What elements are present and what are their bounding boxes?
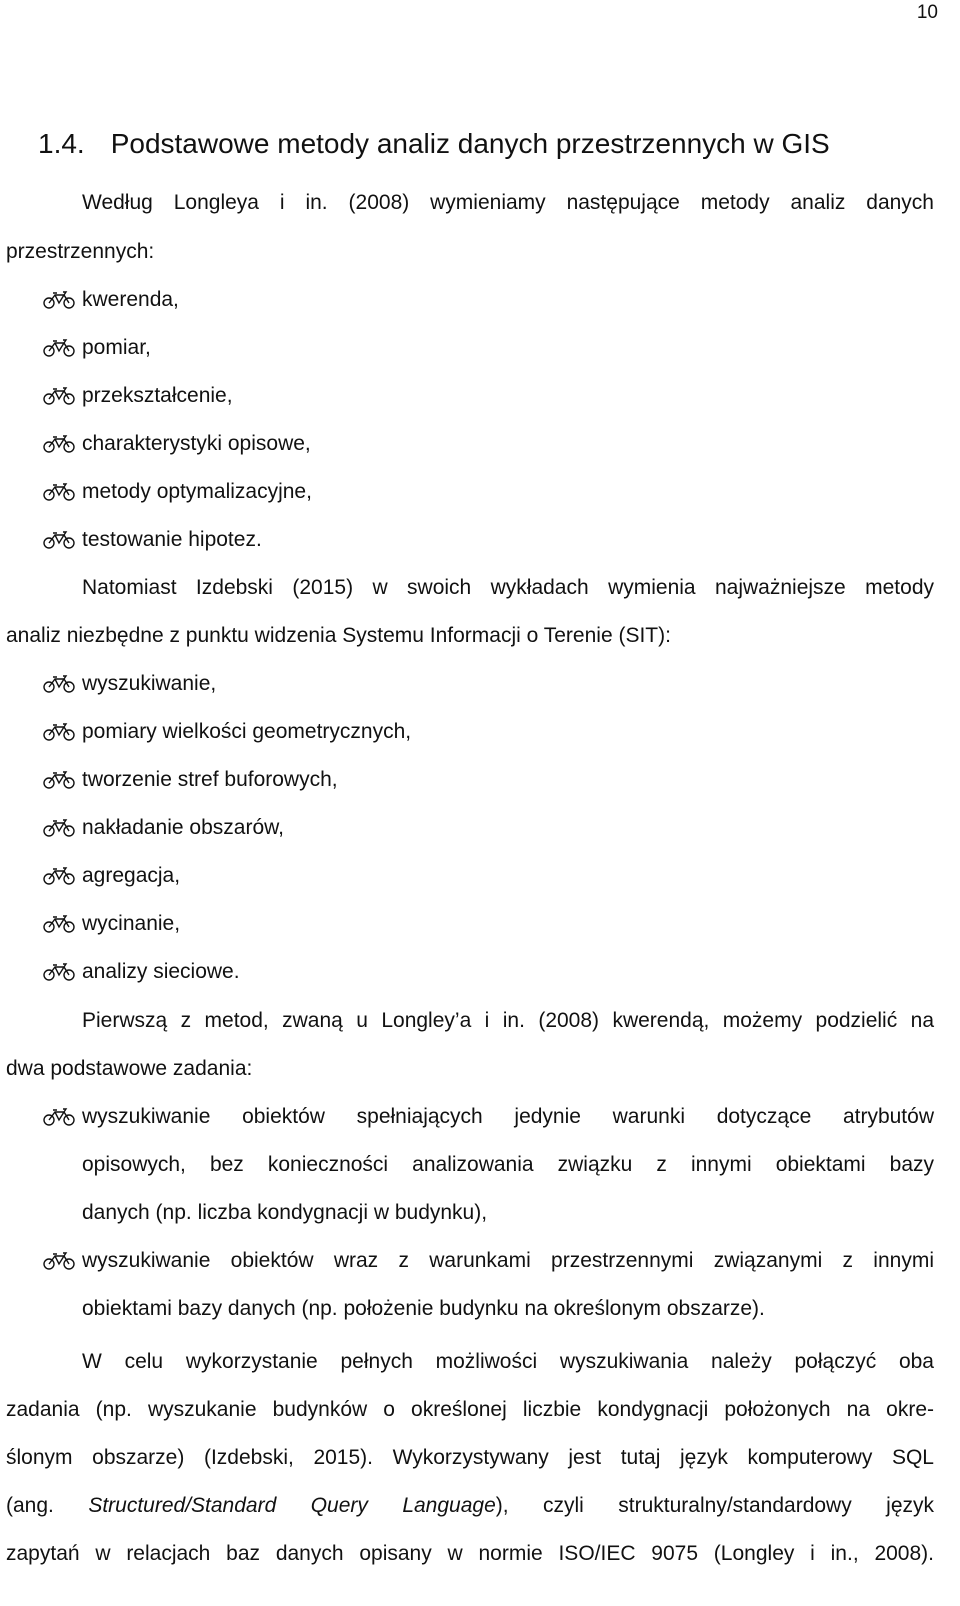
paragraph-line: Pierwszą z metod, zwaną u Longley’a i in. (2008) kwerendą, możemy podzielić na (82, 1009, 934, 1032)
bicycle-icon (42, 483, 76, 501)
bicycle-icon (42, 387, 76, 405)
paragraph-line: zadania (np. wyszukanie budynków o określonej liczbie kondygnacji położonych na okre- (6, 1398, 934, 1421)
list-item-label: pomiar, (82, 336, 151, 359)
list-item-label: nakładanie obszarów, (82, 816, 284, 839)
paragraph-line: przestrzennych: (6, 240, 155, 263)
list-item-label: metody optymalizacyjne, (82, 480, 312, 503)
list-item (42, 670, 216, 698)
bicycle-icon (42, 723, 76, 741)
emphasized-term: Structured/Standard Query Language (88, 1494, 496, 1517)
list-item-label: kwerenda, (82, 288, 179, 311)
list-item (42, 1103, 934, 1131)
paragraph-line: dwa podstawowe zadania: (6, 1057, 253, 1080)
bicycle-icon (42, 531, 76, 549)
bicycle-icon (42, 339, 76, 357)
paragraph-line: zapytań w relacjach baz danych opisany w normie ISO/IEC 9075 (Longley i in., 2008). (6, 1542, 934, 1565)
text-run: (ang. (6, 1494, 89, 1517)
list-item-label: analizy sieciowe. (82, 960, 240, 983)
bicycle-icon (42, 1252, 76, 1270)
text-run: ), czyli strukturalny/standardowy język (495, 1494, 935, 1517)
list-item-label: wyszukiwanie obiektów wraz z warunkami przestrzennymi związanymi z innymi (82, 1249, 934, 1272)
list-item-label: wyszukiwanie, (82, 672, 217, 695)
bicycle-icon (42, 435, 76, 453)
paragraph-line (6, 1492, 934, 1520)
list-item-label: charakterystyki opisowe, (82, 432, 311, 455)
list-item (42, 862, 180, 890)
list-item-continuation: opisowych, bez konieczności analizowania związku z innymi obiektami bazy (82, 1153, 934, 1176)
paragraph-line: W celu wykorzystanie pełnych możliwości wyszukiwania należy połączyć oba (82, 1350, 934, 1373)
page-number: 10 (916, 2, 938, 23)
paragraph-line: Natomiast Izdebski (2015) w swoich wykładach wymienia najważniejsze metody (82, 576, 934, 599)
bicycle-icon (42, 867, 76, 885)
paragraph-line: Według Longleya i in. (2008) wymieniamy następujące metody analiz danych (82, 191, 934, 214)
list-item (42, 718, 411, 746)
list-item-label: wycinanie, (82, 912, 181, 935)
list-item (42, 526, 262, 554)
list-item-label: agregacja, (82, 864, 181, 887)
bicycle-icon (42, 291, 76, 309)
section-title: Podstawowe metody analiz danych przestrzennych w GIS (110, 128, 830, 159)
list-item-label: tworzenie stref buforowych, (82, 768, 338, 791)
list-item (42, 1247, 934, 1275)
section-number: 1.4. (38, 128, 85, 159)
list-item (42, 958, 240, 986)
list-item (42, 430, 311, 458)
bicycle-icon (42, 819, 76, 837)
list-item-label: pomiary wielkości geometrycznych, (82, 720, 412, 743)
list-item (42, 334, 151, 362)
list-item (42, 814, 284, 842)
bicycle-icon (42, 675, 76, 693)
list-item-continuation: obiektami bazy danych (np. położenie budynku na określonym obszarze). (82, 1297, 765, 1320)
paragraph-line: ślonym obszarze) (Izdebski, 2015). Wykorzystywany jest tutaj język komputerowy SQL (6, 1446, 934, 1469)
list-item (42, 286, 179, 314)
list-item-label: przekształcenie, (82, 384, 233, 407)
list-item (42, 766, 338, 794)
bicycle-icon (42, 915, 76, 933)
bicycle-icon (42, 1108, 76, 1126)
bicycle-icon (42, 963, 76, 981)
list-item-label: wyszukiwanie obiektów spełniających jedynie warunki dotyczące atrybutów (82, 1105, 934, 1128)
bicycle-icon (42, 771, 76, 789)
list-item-continuation: danych (np. liczba kondygnacji w budynku), (82, 1201, 488, 1224)
list-item (42, 478, 312, 506)
list-item (42, 910, 180, 938)
list-item-label: testowanie hipotez. (82, 528, 262, 551)
list-item (42, 382, 233, 410)
paragraph-line: analiz niezbędne z punktu widzenia Systemu Informacji o Terenie (SIT): (6, 624, 671, 647)
section-heading (38, 128, 830, 160)
